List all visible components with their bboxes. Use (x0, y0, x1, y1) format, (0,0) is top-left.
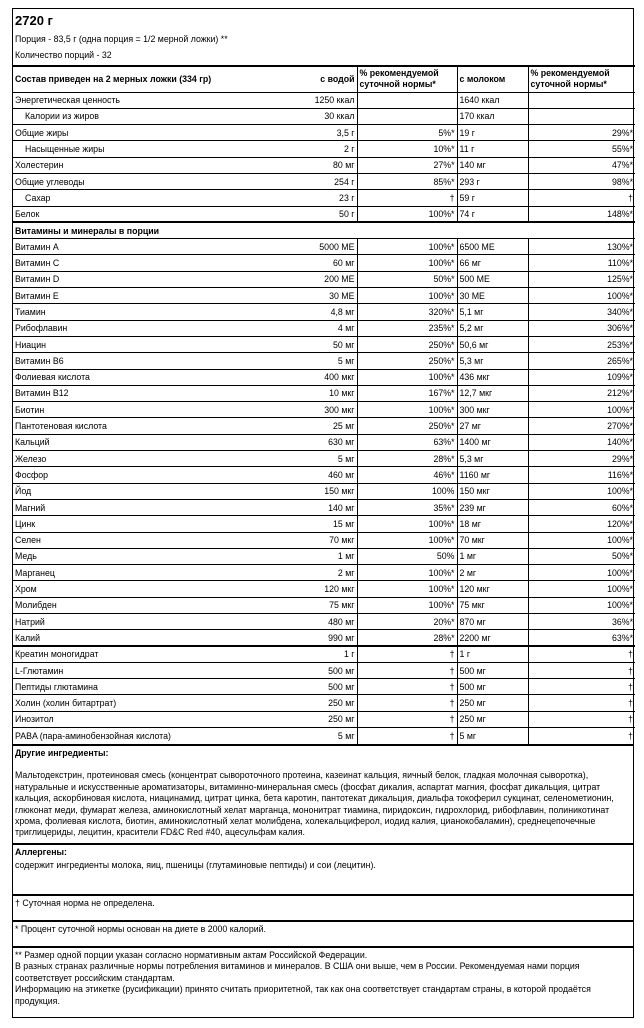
nutrient-name: Витамин В6 (13, 353, 218, 369)
nutrient-name: Ниацин (13, 336, 218, 352)
nutrient-name: Пептиды глютамина (13, 679, 218, 695)
water-amount: 75 мкг (218, 597, 357, 613)
nutrient-name: Витамин Е (13, 288, 218, 304)
water-amount: 500 мг (218, 662, 357, 678)
nutrition-label (12, 8, 634, 1018)
milk-percent: 63%* (528, 630, 635, 646)
nutrient-name: Биотин (13, 402, 218, 418)
water-amount: 4,8 мг (218, 304, 357, 320)
nutrition-row (13, 92, 635, 108)
milk-percent: 98%* (528, 173, 635, 189)
milk-amount: 5,1 мг (457, 304, 528, 320)
milk-percent: 100%* (528, 402, 635, 418)
nutrition-row (13, 499, 635, 515)
milk-percent: 50%* (528, 548, 635, 564)
water-percent: 235%* (357, 320, 457, 336)
milk-percent: 120%* (528, 516, 635, 532)
milk-percent: 100%* (528, 288, 635, 304)
milk-percent: 60%* (528, 499, 635, 515)
water-percent: 250%* (357, 353, 457, 369)
allergens-block (13, 843, 633, 894)
nutrient-name: Холин (холин битартрат) (13, 695, 218, 711)
milk-amount: 5 мг (457, 728, 528, 744)
milk-percent: 100%* (528, 565, 635, 581)
milk-percent: 212%* (528, 385, 635, 401)
nutrient-name: Сахар (13, 190, 218, 206)
water-percent: † (357, 728, 457, 744)
water-amount: 3,5 г (218, 125, 357, 141)
nutrition-row (13, 581, 635, 597)
milk-percent: 110%* (528, 255, 635, 271)
water-amount: 250 мг (218, 695, 357, 711)
milk-percent: † (528, 711, 635, 727)
footnote-line: ** Размер одной порции указан согласно нормативным актам Российской Федерации. (15, 949, 368, 960)
vitamins-section-title: Витамины и минералы в порции (13, 222, 635, 238)
nutrient-name: Витамин С (13, 255, 218, 271)
water-amount: 500 мг (218, 679, 357, 695)
water-percent: 50%* (357, 271, 457, 287)
nutrient-name: Тиамин (13, 304, 218, 320)
milk-amount: 500 МЕ (457, 271, 528, 287)
nutrient-name: Креатин моногидрат (13, 646, 218, 662)
milk-percent: † (528, 190, 635, 206)
nutrient-name: Молибден (13, 597, 218, 613)
water-amount: 5 мг (218, 451, 357, 467)
nutrition-row (13, 353, 635, 369)
table-header-row (13, 66, 635, 92)
milk-amount: 74 г (457, 206, 528, 222)
nutrient-name: Витамин В12 (13, 385, 218, 401)
column-header-composition: Состав приведен на 2 мерных ложки (334 гр) (13, 66, 218, 92)
water-amount: 10 мкг (218, 385, 357, 401)
nutrition-row (13, 157, 635, 173)
water-amount: 300 мкг (218, 402, 357, 418)
milk-amount: 500 мг (457, 679, 528, 695)
water-amount: 140 мг (218, 499, 357, 515)
water-percent: † (357, 711, 457, 727)
nutrient-name: Витамин А (13, 239, 218, 255)
milk-percent: 125%* (528, 271, 635, 287)
milk-amount: 300 мкг (457, 402, 528, 418)
nutrient-name: Рибофлавин (13, 320, 218, 336)
milk-percent: 100%* (528, 532, 635, 548)
milk-percent: 47%* (528, 157, 635, 173)
milk-amount: 5,3 мг (457, 451, 528, 467)
nutrient-name: Холестерин (13, 157, 218, 173)
milk-amount: 59 г (457, 190, 528, 206)
portion-size: Порция - 83,5 г (одна порция = 1/2 мерной ложки) ** (15, 34, 228, 44)
water-percent: † (357, 679, 457, 695)
milk-percent: 36%* (528, 614, 635, 630)
water-amount: 460 мг (218, 467, 357, 483)
water-amount: 70 мкг (218, 532, 357, 548)
nutrient-name: Медь (13, 548, 218, 564)
milk-amount: 27 мг (457, 418, 528, 434)
water-percent: 28%* (357, 630, 457, 646)
nutrient-name: Селен (13, 532, 218, 548)
nutrition-row (13, 516, 635, 532)
milk-amount: 6500 МЕ (457, 239, 528, 255)
water-amount: 200 МЕ (218, 271, 357, 287)
water-percent: 100% (357, 483, 457, 499)
milk-percent: 55%* (528, 141, 635, 157)
water-amount: 5000 МЕ (218, 239, 357, 255)
nutrient-name: Фолиевая кислота (13, 369, 218, 385)
water-percent: 100%* (357, 206, 457, 222)
footnote-block (13, 946, 633, 1010)
water-percent: 250%* (357, 418, 457, 434)
milk-amount: 150 мкг (457, 483, 528, 499)
milk-percent: 140%* (528, 434, 635, 450)
milk-percent (528, 108, 635, 124)
nutrition-row (13, 239, 635, 255)
water-amount: 50 мг (218, 336, 357, 352)
water-amount: 254 г (218, 173, 357, 189)
water-percent: 27%* (357, 157, 457, 173)
nutrition-row (13, 206, 635, 222)
allergens-title: Аллергены: (15, 846, 67, 857)
milk-percent: 29%* (528, 125, 635, 141)
nutrient-name: Магний (13, 499, 218, 515)
milk-percent: † (528, 646, 635, 662)
milk-amount: 436 мкг (457, 369, 528, 385)
milk-amount: 250 мг (457, 695, 528, 711)
nutrition-row (13, 385, 635, 401)
nutrient-name: Йод (13, 483, 218, 499)
nutrient-name: Инозитол (13, 711, 218, 727)
water-percent: 100%* (357, 255, 457, 271)
water-amount: 1 мг (218, 548, 357, 564)
water-amount: 120 мкг (218, 581, 357, 597)
nutrition-row (13, 141, 635, 157)
water-percent: 100%* (357, 516, 457, 532)
milk-percent: † (528, 662, 635, 678)
milk-amount: 30 МЕ (457, 288, 528, 304)
water-amount: 2 г (218, 141, 357, 157)
milk-amount: 2200 мг (457, 630, 528, 646)
nutrition-row (13, 271, 635, 287)
milk-percent: 29%* (528, 451, 635, 467)
water-amount: 990 мг (218, 630, 357, 646)
nutrition-row (13, 336, 635, 352)
water-percent: 100%* (357, 288, 457, 304)
milk-percent: 109%* (528, 369, 635, 385)
milk-amount: 1640 ккал (457, 92, 528, 108)
nutrition-row (13, 125, 635, 141)
water-percent: 100%* (357, 565, 457, 581)
milk-amount: 500 мг (457, 662, 528, 678)
water-percent: 100%* (357, 402, 457, 418)
water-amount: 1 г (218, 646, 357, 662)
water-percent: † (357, 190, 457, 206)
water-percent: 50% (357, 548, 457, 564)
nutrition-row (13, 173, 635, 189)
milk-percent: 265%* (528, 353, 635, 369)
milk-amount: 250 мг (457, 711, 528, 727)
nutrition-row (13, 288, 635, 304)
water-percent: 35%* (357, 499, 457, 515)
milk-amount: 66 мг (457, 255, 528, 271)
water-percent: 320%* (357, 304, 457, 320)
milk-amount: 75 мкг (457, 597, 528, 613)
nutrient-name: Энергетическая ценность (13, 92, 218, 108)
milk-amount: 18 мг (457, 516, 528, 532)
nutrient-name: Общие жиры (13, 125, 218, 141)
milk-percent: † (528, 695, 635, 711)
column-header-water-percent: % рекомендуемой суточной нормы* (357, 66, 457, 92)
water-percent: 100%* (357, 532, 457, 548)
nutrition-table (13, 65, 635, 744)
milk-percent: 306%* (528, 320, 635, 336)
nutrition-row (13, 108, 635, 124)
nutrient-name: Общие углеводы (13, 173, 218, 189)
milk-amount: 50,6 мг (457, 336, 528, 352)
milk-amount: 19 г (457, 125, 528, 141)
water-percent: 20%* (357, 614, 457, 630)
water-percent: 5%* (357, 125, 457, 141)
other-ingredients-block (13, 744, 633, 843)
nutrition-row (13, 483, 635, 499)
milk-percent: † (528, 728, 635, 744)
milk-percent: 100%* (528, 483, 635, 499)
nutrient-name: Фосфор (13, 467, 218, 483)
nutrition-row (13, 565, 635, 581)
milk-amount: 870 мг (457, 614, 528, 630)
nutrient-name: PABA (пара-аминобензойная кислота) (13, 728, 218, 744)
dagger-note: † Суточная норма не определена. (13, 894, 633, 920)
nutrition-row (13, 304, 635, 320)
water-amount: 30 ккал (218, 108, 357, 124)
milk-amount: 120 мкг (457, 581, 528, 597)
nutrient-name: Марганец (13, 565, 218, 581)
nutrition-row (13, 369, 635, 385)
nutrition-row (13, 728, 635, 744)
footnote-line: Информацию на этикетке (русификации) принято считать приоритетной, так как она соответствует стандартам страны, в которой продаётся продукция. (15, 984, 591, 1006)
milk-amount: 12,7 мкг (457, 385, 528, 401)
water-percent: 100%* (357, 369, 457, 385)
water-percent: 100%* (357, 239, 457, 255)
milk-amount: 70 мкг (457, 532, 528, 548)
nutrient-name: Калий (13, 630, 218, 646)
water-percent: 10%* (357, 141, 457, 157)
water-amount: 630 мг (218, 434, 357, 450)
nutrition-row (13, 418, 635, 434)
nutrient-name: Натрий (13, 614, 218, 630)
footnote-line: В разных странах различные нормы потребления витаминов и минералов. В США они выше, чем в России. Рекомендуемая нами порция соответствует российским стандартам. (15, 961, 580, 983)
nutrition-row (13, 646, 635, 662)
water-amount: 250 мг (218, 711, 357, 727)
nutrient-name: Железо (13, 451, 218, 467)
column-header-milk-percent: % рекомендуемой суточной нормы* (528, 66, 635, 92)
milk-percent: 116%* (528, 467, 635, 483)
milk-amount: 1 г (457, 646, 528, 662)
nutrient-name: Белок (13, 206, 218, 222)
water-amount: 1250 ккал (218, 92, 357, 108)
nutrition-row (13, 630, 635, 646)
nutrition-row (13, 614, 635, 630)
nutrition-row (13, 255, 635, 271)
milk-amount: 293 г (457, 173, 528, 189)
water-amount: 23 г (218, 190, 357, 206)
nutrition-row (13, 695, 635, 711)
water-percent: † (357, 662, 457, 678)
nutrition-row (13, 190, 635, 206)
column-header-water: с водой (218, 66, 357, 92)
nutrient-name: Хром (13, 581, 218, 597)
water-amount: 5 мг (218, 353, 357, 369)
water-amount: 80 мг (218, 157, 357, 173)
water-percent (357, 92, 457, 108)
servings-count: Количество порций - 32 (15, 50, 112, 60)
nutrition-row (13, 451, 635, 467)
water-amount: 30 МЕ (218, 288, 357, 304)
water-percent: 28%* (357, 451, 457, 467)
allergens-text: содержит ингредиенты молока, яиц, пшеницы (глутаминовые пептиды) и сои (лецитин). (15, 860, 376, 871)
nutrition-row (13, 597, 635, 613)
milk-amount: 11 г (457, 141, 528, 157)
milk-percent: † (528, 679, 635, 695)
milk-amount: 1 мг (457, 548, 528, 564)
water-percent: 85%* (357, 173, 457, 189)
water-percent: 100%* (357, 581, 457, 597)
nutrient-name: Насыщенные жиры (13, 141, 218, 157)
milk-amount: 5,2 мг (457, 320, 528, 336)
water-amount: 25 мг (218, 418, 357, 434)
water-amount: 4 мг (218, 320, 357, 336)
water-amount: 400 мкг (218, 369, 357, 385)
nutrition-row (13, 402, 635, 418)
milk-percent: 253%* (528, 336, 635, 352)
water-amount: 2 мг (218, 565, 357, 581)
water-percent: † (357, 646, 457, 662)
nutrient-name: Пантотеновая кислота (13, 418, 218, 434)
milk-amount: 140 мг (457, 157, 528, 173)
water-amount: 50 г (218, 206, 357, 222)
nutrition-row (13, 434, 635, 450)
column-header-milk: с молоком (457, 66, 528, 92)
nutrient-name: Калории из жиров (13, 108, 218, 124)
other-ingredients-text: Мальтодекстрин, протеиновая смесь (концентрат сывороточного протеина, казеинат кальция, яичный белок, гладкая молочная сыворотка), натуральные и искусственные ароматизаторы, витаминно-минеральная смесь (фосфат дикалия, аспартат магния, фосфат дикальция, цитрат кальция, аскорбиновая кислота, ниацинамид, цитрат цинка, бета каротин, пантотекат дикальция, диальфа токоферил сукцинат, селенометионин, глюконат меди, фумарат железа, аминокислотный хелат марганца, мононитрат тиамина, пиридоксин, гидрохлорид, рибофлавин, полиникотинат хрома, фолиевая кислота, биотин, аминокислотный хелат молибдена, холекальциферол, иодид калия, цианокобаламин), среднецепочечные триглицериды, лецитин, красители FD&C Red #40, ацесульфам калия. (15, 770, 614, 838)
nutrition-row (13, 679, 635, 695)
nutrient-name: L-Глютамин (13, 662, 218, 678)
milk-amount: 2 мг (457, 565, 528, 581)
milk-amount: 170 ккал (457, 108, 528, 124)
milk-percent (528, 92, 635, 108)
nutrient-name: Кальций (13, 434, 218, 450)
nutrition-row (13, 711, 635, 727)
water-amount: 15 мг (218, 516, 357, 532)
water-percent (357, 108, 457, 124)
water-percent: 46%* (357, 467, 457, 483)
nutrient-name: Цинк (13, 516, 218, 532)
nutrition-row (13, 548, 635, 564)
water-percent: † (357, 695, 457, 711)
nutrition-row (13, 467, 635, 483)
nutrient-name: Витамин D (13, 271, 218, 287)
milk-amount: 5,3 мг (457, 353, 528, 369)
milk-amount: 239 мг (457, 499, 528, 515)
water-percent: 100%* (357, 597, 457, 613)
water-amount: 60 мг (218, 255, 357, 271)
milk-amount: 1400 мг (457, 434, 528, 450)
milk-percent: 100%* (528, 581, 635, 597)
nutrition-row (13, 320, 635, 336)
nutrition-row (13, 662, 635, 678)
water-percent: 63%* (357, 434, 457, 450)
other-ingredients-title: Другие ингредиенты: (15, 747, 109, 758)
nutrition-row (13, 532, 635, 548)
percent-note: * Процент суточной нормы основан на диете в 2000 калорий. (13, 920, 633, 946)
vitamins-section-row (13, 222, 635, 238)
water-amount: 5 мг (218, 728, 357, 744)
package-weight: 2720 г (15, 13, 53, 28)
water-percent: 250%* (357, 336, 457, 352)
milk-amount: 1160 мг (457, 467, 528, 483)
milk-percent: 340%* (528, 304, 635, 320)
milk-percent: 100%* (528, 597, 635, 613)
milk-percent: 130%* (528, 239, 635, 255)
milk-percent: 270%* (528, 418, 635, 434)
water-amount: 480 мг (218, 614, 357, 630)
water-amount: 150 мкг (218, 483, 357, 499)
milk-percent: 148%* (528, 206, 635, 222)
water-percent: 167%* (357, 385, 457, 401)
